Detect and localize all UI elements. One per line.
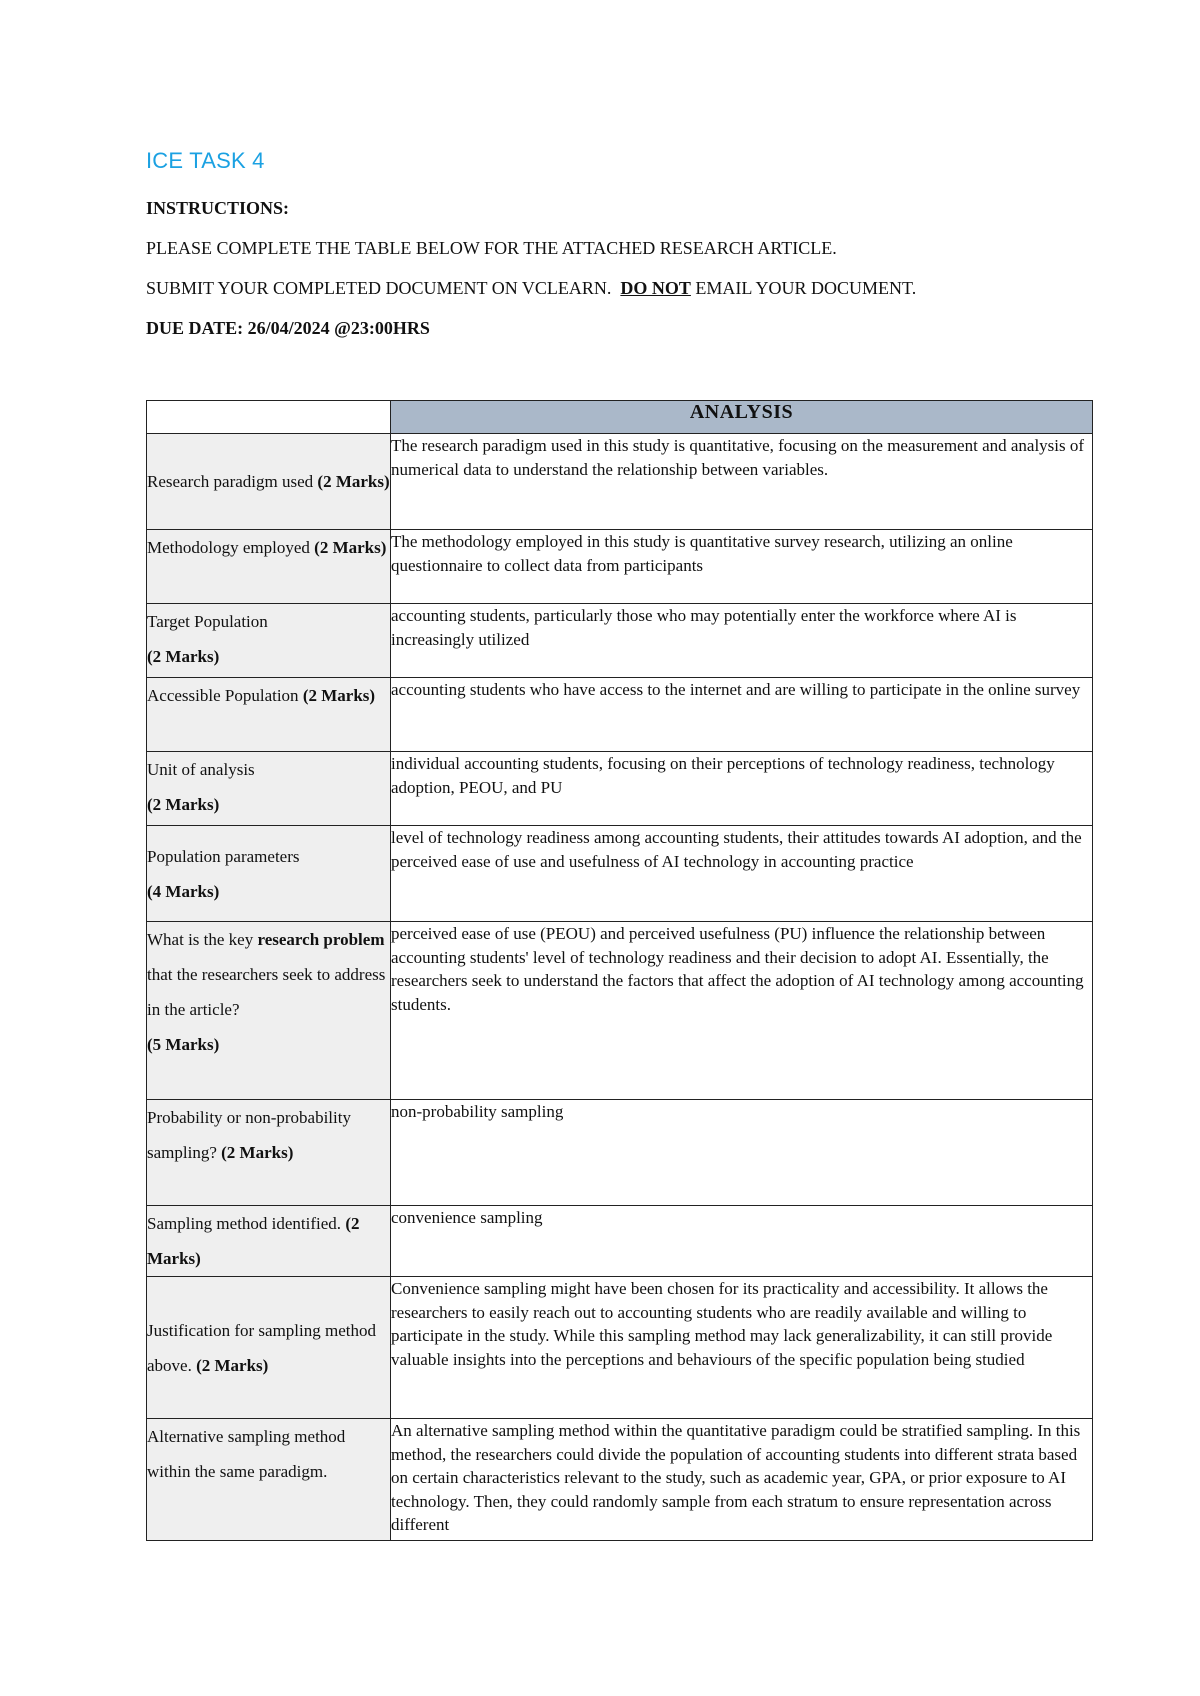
table-header-row	[147, 401, 1093, 434]
answer-research-paradigm: The research paradigm used in this study is quantitative, focusing on the measurement and analysis of numerical data to understand the relationship between variables.	[391, 434, 1093, 530]
table-row	[147, 922, 1093, 1100]
analysis-table	[146, 400, 1093, 1541]
analysis-header: ANALYSIS	[391, 401, 1093, 434]
answer-methodology: The methodology employed in this study is quantitative survey research, utilizing an online questionnaire to collect data from participants	[391, 530, 1093, 604]
row-label-sampling-method: Sampling method identified. (2 Marks)	[147, 1206, 391, 1277]
answer-justification: Convenience sampling might have been chosen for its practicality and accessibility. It allows the researchers to easily reach out to accounting students who are readily available and willing to participate in the study. While this sampling method may lack generalizability, it can still provide valuable insights into the perceptions and behaviours of the specific population being studied	[391, 1277, 1093, 1419]
table-row	[147, 1419, 1093, 1541]
row-label-unit-of-analysis: Unit of analysis (2 Marks)	[147, 752, 391, 826]
row-label-research-problem: What is the key research problem that the researchers seek to address in the article? (5 Marks)	[147, 922, 391, 1100]
answer-unit-of-analysis: individual accounting students, focusing on their perceptions of technology readiness, technology adoption, PEOU, and PU	[391, 752, 1093, 826]
answer-accessible-population: accounting students who have access to the internet and are willing to participate in the online survey	[391, 678, 1093, 752]
instructions-label: INSTRUCTIONS:	[146, 198, 290, 218]
table-row	[147, 1277, 1093, 1419]
table-row	[147, 752, 1093, 826]
instruction-line-submit	[146, 278, 916, 299]
answer-probability-sampling: non-probability sampling	[391, 1100, 1093, 1206]
table-row	[147, 1206, 1093, 1277]
table-row	[147, 826, 1093, 922]
table-row	[147, 604, 1093, 678]
answer-population-parameters: level of technology readiness among accounting students, their attitudes towards AI adoption, and the perceived ease of use and usefulness of AI technology in accounting practice	[391, 826, 1093, 922]
row-label-population-parameters: Population parameters (4 Marks)	[147, 826, 391, 922]
answer-sampling-method: convenience sampling	[391, 1206, 1093, 1277]
table-row	[147, 434, 1093, 530]
row-label-methodology: Methodology employed (2 Marks)	[147, 530, 391, 604]
due-date: DUE DATE: 26/04/2024 @23:00HRS	[146, 318, 430, 338]
email-text: EMAIL YOUR DOCUMENT.	[695, 278, 917, 298]
row-label-accessible-population: Accessible Population (2 Marks)	[147, 678, 391, 752]
answer-alternative-sampling: An alternative sampling method within the quantitative paradigm could be stratified sampling. In this method, the researchers could divide the population of accounting students into different strata based on certain characteristics relevant to the study, such as academic year, GPA, or prior exposure to AI technology. Then, they could randomly sample from each stratum to ensure representation across different	[391, 1419, 1093, 1541]
row-label-alternative-sampling: Alternative sampling method within the same paradigm.	[147, 1419, 391, 1541]
do-not-emphasis: DO NOT	[620, 278, 691, 298]
blank-header-cell	[147, 401, 391, 434]
row-label-probability-sampling: Probability or non-probability sampling? (2 Marks)	[147, 1100, 391, 1206]
answer-research-problem: perceived ease of use (PEOU) and perceived usefulness (PU) influence the relationship between accounting students' level of technology readiness and their decision to adopt AI. Essentially, the researchers seek to understand the factors that affect the adoption of AI technology among accounting students.	[391, 922, 1093, 1100]
table-row	[147, 1100, 1093, 1206]
row-label-research-paradigm: Research paradigm used (2 Marks)	[147, 434, 391, 530]
answer-target-population: accounting students, particularly those who may potentially enter the workforce where AI is increasingly utilized	[391, 604, 1093, 678]
table-row	[147, 678, 1093, 752]
submit-text: SUBMIT YOUR COMPLETED DOCUMENT ON VCLEARN.	[146, 278, 612, 298]
instruction-line-complete-table: PLEASE COMPLETE THE TABLE BELOW FOR THE ATTACHED RESEARCH ARTICLE.	[146, 238, 837, 258]
row-label-justification: Justification for sampling method above. (2 Marks)	[147, 1277, 391, 1419]
table-row	[147, 530, 1093, 604]
row-label-target-population: Target Population (2 Marks)	[147, 604, 391, 678]
task-title: ICE TASK 4	[146, 148, 265, 173]
